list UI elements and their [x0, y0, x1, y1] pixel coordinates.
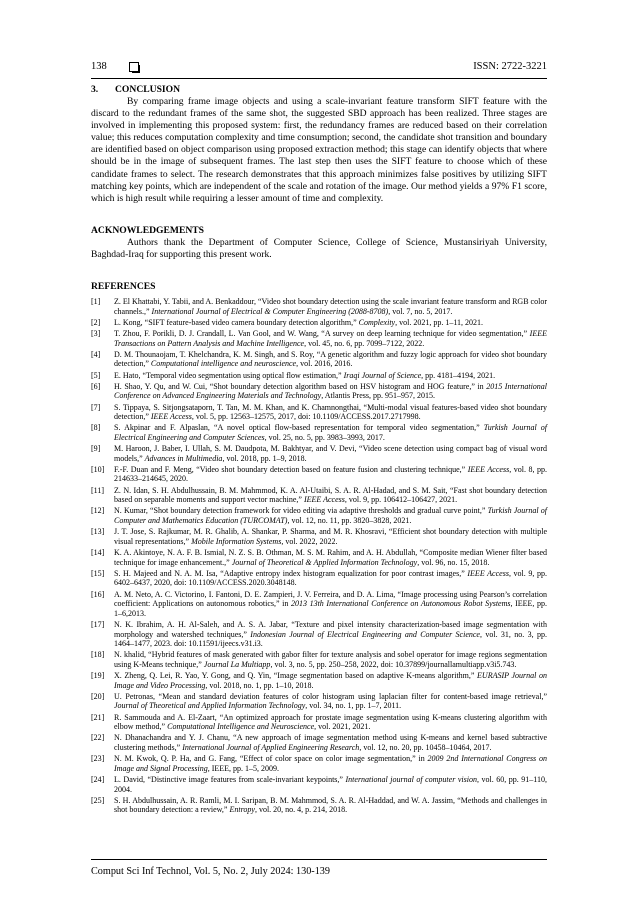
reference-number: [11] [91, 485, 105, 495]
reference-venue: IEEE Access [150, 412, 192, 422]
reference-details: , vol. 2021, 2021. [314, 722, 371, 732]
reference-item [91, 465, 547, 484]
reference-venue: Journal of Theoretical & Applied Information Technology [231, 557, 418, 567]
reference-number: [10] [91, 464, 105, 474]
reference-item [91, 297, 547, 316]
reference-number: [20] [91, 691, 105, 701]
reference-text [114, 692, 547, 711]
reference-text [114, 318, 547, 328]
reference-item [91, 754, 547, 773]
reference-number: [23] [91, 754, 105, 764]
reference-venue: International journal of computer vision [345, 775, 477, 784]
reference-item [91, 620, 547, 649]
reference-item [91, 796, 547, 815]
reference-venue: Advances in Multimedia [144, 453, 223, 463]
reference-details: , vol. 31, no. 3, pp. 1464–1477, 2023. doi: 10.11591/ijeecs.v31.i3. [114, 629, 547, 649]
reference-details: , IEEE, pp. 1–5, 2009. [207, 763, 280, 773]
reference-number: [3] [91, 329, 101, 338]
reference-details: , vol. 8, pp. 214633–214645, 2020. [114, 464, 548, 484]
reference-number: [21] [91, 712, 105, 722]
reference-item [91, 423, 547, 442]
reference-authors-title: S. H. Majeed and N. A. M. Isa, “Adaptive entropy index histogram equalization for poor contrast images,” [114, 568, 465, 578]
reference-venue: EURASIP Journal on Image and Video Processing [114, 671, 547, 690]
reference-venue: Journal of Theoretical and Applied Information Technology [114, 701, 306, 711]
reference-item [91, 350, 547, 369]
reference-item [91, 569, 547, 588]
reference-authors-title: A. M. Neto, A. C. Victorino, I. Fantoni, D. E. Zampieri, J. V. Ferreira, and D. A. Lima, “Image processing using Pearson’s correlation coefficient: Applications on autonomous robotics,” in [114, 589, 547, 609]
acknowledgements-paragraph: Authors thank the Department of Computer Science, College of Science, Mustansiriyah University, Baghdad-Iraq for supporting this present work. [91, 236, 547, 260]
footer-citation: Comput Sci Inf Technol, Vol. 5, No. 2, July 2024: 130-139 [91, 866, 330, 877]
reference-number: [19] [91, 671, 105, 681]
reference-text [114, 371, 547, 381]
reference-item [91, 590, 547, 619]
reference-authors-title: N. Dhanachandra and Y. J. Chanu, “A new approach of image segmentation method using K-means and kernel based subtractive clustering methods,” [114, 733, 547, 753]
checkbox-square-icon [129, 62, 139, 72]
reference-venue: Computational Intelligence and Neuroscience [167, 722, 315, 732]
reference-details: , Atlantis Press, pp. 951–957, 2015. [321, 391, 435, 401]
reference-item [91, 775, 547, 794]
reference-venue: Iraqi Journal of Science [343, 370, 422, 380]
reference-text [114, 329, 547, 348]
reference-item [91, 486, 547, 505]
reference-venue: IEEE Access [303, 495, 345, 505]
reference-venue: Turkish Journal of Electrical Engineering and Computer Sciences [114, 423, 548, 442]
reference-number: [2] [91, 317, 101, 327]
reference-number: [9] [91, 444, 101, 454]
reference-number: [8] [91, 423, 101, 433]
reference-venue: Entropy [229, 805, 255, 815]
reference-text [114, 506, 547, 525]
header-rule [91, 78, 547, 79]
reference-authors-title: E. Hato, “Temporal video segmentation using optical flow estimation,” [114, 370, 342, 380]
reference-details: , vol. 2016, 2016. [296, 359, 353, 369]
reference-details: , vol. 60, pp. 91–110, 2004. [114, 775, 547, 794]
reference-authors-title: J. T. Jose, S. Rajkumar, M. R. Ghalib, A. Shankar, P. Sharma, and M. R. Khosravi, “Efficient shot boundary detection with multiple visual representations,” [114, 527, 547, 546]
reference-details: , vol. 96, no. 15, 2018. [417, 557, 490, 567]
reference-item [91, 506, 547, 525]
reference-authors-title: M. Haroon, J. Baber, I. Ullah, S. M. Daudpota, M. Bakhtyar, and V. Devi, “Video scene detection using compact bag of visual word models,” [114, 444, 547, 463]
reference-venue: Turkish Journal of Computer and Mathematics Education (TURCOMAT) [114, 506, 548, 526]
reference-item [91, 329, 547, 348]
reference-item [91, 548, 547, 567]
page-header [91, 59, 547, 79]
reference-item [91, 382, 547, 401]
reference-number: [6] [91, 381, 101, 391]
reference-authors-title: D. M. Thounaojam, T. Khelchandra, K. M. Singh, and S. Roy, “A genetic algorithm and fuzzy logic approach for video shot boundary detection,” [114, 349, 547, 369]
reference-text [114, 713, 547, 732]
reference-text [114, 733, 547, 752]
reference-text [114, 775, 547, 794]
reference-venue: Computational intelligence and neuroscience [150, 359, 297, 369]
reference-authors-title: X. Zheng, Q. Lei, R. Yao, Y. Gong, and Q. Yin, “Image segmentation based on adaptive K-means algorithm,” [114, 671, 475, 681]
reference-item [91, 733, 547, 752]
reference-text [114, 548, 547, 567]
reference-authors-title: S. Akpinar and F. Alpaslan, “A novel optical flow-based representation for temporal video segmentation,” [114, 423, 480, 433]
reference-authors-title: U. Petronas, “Mean and standard deviation features of color histogram using laplacian filter for content-based image retrieval,” [114, 691, 547, 701]
reference-text [114, 590, 547, 619]
reference-item [91, 371, 547, 381]
reference-text [114, 671, 547, 690]
reference-authors-title: N. Kumar, “Shot boundary detection framework for video editing via adaptive thresholds and gradual curve point,” [114, 506, 486, 516]
reference-number: [14] [91, 548, 105, 557]
reference-authors-title: N. khalid, “Hybrid features of mask generated with gabor filter for texture analysis and sobel operator for image regions segmentation using K-Means technique,” [114, 650, 547, 669]
reference-number: [25] [91, 795, 105, 805]
reference-details: , vol. 5, pp. 12563–12575, 2017, doi: 10.1109/ACCESS.2017.2717998. [191, 412, 421, 422]
reference-number: [12] [91, 506, 105, 516]
reference-details: , vol. 12, no. 11, pp. 3820–3828, 2021. [287, 516, 412, 526]
reference-number: [15] [91, 568, 105, 578]
reference-text [114, 620, 547, 649]
reference-number: [17] [91, 619, 105, 629]
reference-text [114, 465, 547, 484]
reference-authors-title: L. Kong, “SIFT feature-based video camera boundary detection algorithm,” [114, 317, 357, 327]
acknowledgements-heading: ACKNOWLEDGEMENTS [91, 224, 205, 236]
reference-details: , IEEE, pp. 1–6,2013. [114, 599, 548, 618]
reference-details: , vol. 9, pp. 6402–6437, 2020, doi: 10.1109/ACCESS.2020.3048148. [114, 568, 547, 588]
reference-number: [18] [91, 650, 105, 660]
reference-details: , vol. 7, no. 5, 2017. [388, 306, 453, 316]
reference-text [114, 527, 547, 546]
reference-text [114, 350, 547, 369]
reference-venue: IEEE Transactions on Pattern Analysis and Machine Intelligence [114, 329, 547, 348]
reference-authors-title: L. David, “Distinctive image features from scale-invariant keypoints,” [114, 775, 343, 784]
reference-text [114, 403, 547, 422]
reference-details: , vol. 9, pp. 106412–106427, 2021. [344, 495, 458, 505]
reference-text [114, 297, 547, 316]
page-number: 138 [91, 61, 107, 72]
reference-details: , vol. 2018, no. 1, pp. 1–10, 2018. [205, 680, 314, 690]
reference-item [91, 692, 547, 711]
reference-text [114, 569, 547, 588]
reference-details: , vol. 20, no. 4, p. 214, 2018. [254, 805, 348, 815]
reference-number: [4] [91, 349, 101, 359]
reference-venue: International Journal of Applied Engineering Research [182, 743, 360, 753]
reference-list [91, 297, 547, 815]
reference-number: [7] [91, 402, 101, 412]
reference-item [91, 671, 547, 690]
reference-details: , vol. 2018, pp. 1–9, 2018. [222, 453, 307, 463]
reference-number: [1] [91, 297, 101, 307]
reference-number: [13] [91, 527, 105, 537]
reference-details: , vol. 34, no. 1, pp. 1–7, 2011. [305, 701, 402, 711]
conclusion-heading [91, 84, 547, 96]
reference-item [91, 650, 547, 669]
reference-text [114, 754, 547, 773]
reference-authors-title: Z. N. Idan, S. H. Abdulhussain, B. M. Mahmmod, K. A. Al-Utaibi, S. A. R. Al-Hadad, and S. M. Sait, “Fast shot boundary detection based on separable moments and support vector machine,” [114, 485, 547, 505]
reference-authors-title: N. M. Kwok, Q. P. Ha, and G. Fang, “Effect of color space on color image segmentation,” in [114, 754, 425, 764]
reference-authors-title: F.-F. Duan and F. Meng, “Video shot boundary detection based on feature fusion and clustering technique,” [114, 464, 466, 474]
reference-venue: IEEE Access [467, 464, 510, 474]
reference-text [114, 444, 547, 463]
footer-rule [91, 859, 547, 860]
reference-item [91, 403, 547, 422]
reference-text [114, 796, 547, 815]
reference-venue: Journal La Multiapp [203, 659, 271, 669]
reference-details: , pp. 4181–4194, 2021. [421, 370, 496, 380]
reference-venue: 2015 International Conference on Advanced Engineering Materials and Technology [114, 381, 548, 401]
reference-authors-title: T. Zhou, F. Porikli, D. J. Crandall, L. Van Gool, and W. Wang, “A survey on deep learning technique for video segmentation,” [114, 329, 528, 338]
reference-venue: 2009 2nd International Congress on Image and Signal Processing [114, 754, 547, 773]
conclusion-paragraph: By comparing frame image objects and using a scale-invariant feature transform SIFT feature with the discard to the redundant frames of the same shot, the suggested SBD approach has been realized. Three stages are involved in implementing this proposed system: first, the redundancy frames are reduced based on their correlation value; this reduces computation complexity and time consumption; second, the candidate shot transition and boundary are identified based on object comparison using proposed extraction method; this stage can identify objects that where should be in the image of subsequent frames. The last step then uses the SIFT feature to choose which of these candidate frames to select. The research demonstrates that this approach minimizes false positives by utilizing SIFT matching key points, which are independent of the scale and rotation of the image. Our method yields a 97% F1 score, which is high result while requiring a lesser amount of time and complexity. [91, 96, 547, 204]
reference-text [114, 382, 547, 401]
section-number: 3. [91, 84, 99, 95]
reference-venue: Complexity [358, 317, 396, 327]
reference-item [91, 444, 547, 463]
reference-authors-title: S. Tippaya, S. Sitjongsataporn, T. Tan, M. M. Khan, and K. Chamnongthai, “Multi-modal visual features-based video shot boundary detection,” [114, 402, 547, 422]
reference-venue: Mobile Information Systems [191, 536, 282, 546]
references-heading: REFERENCES [91, 281, 156, 293]
reference-details: , vol. 25, no. 5, pp. 3983–3993, 2017. [264, 432, 385, 442]
reference-authors-title: H. Shao, Y. Qu, and W. Cui, “Shot boundary detection algorithm based on HSV histogram and HOG feature,” in [114, 381, 484, 391]
reference-venue: Indonesian Journal of Electrical Engineering and Computer Science [250, 629, 480, 639]
reference-venue: IEEE Access [467, 568, 509, 578]
reference-details: , vol. 45, no. 6, pp. 7099–7122, 2022. [304, 338, 425, 348]
reference-authors-title: K. A. Akintoye, N. A. F. B. Ismial, N. Z. S. B. Othman, M. S. M. Rahim, and A. H. Abdullah, “Composite median Wiener filter based technique for image enhancement.,” [114, 548, 547, 567]
reference-number: [16] [91, 589, 105, 599]
reference-authors-title: N. K. Ibrahim, A. H. Al-Saleh, and A. S. A. Jabar, “Texture and pixel intensity characterization-based image segmentation with morphology and watershed techniques,” [114, 619, 547, 639]
reference-authors-title: S. H. Abdulhussain, A. R. Ramli, M. I. Saripan, B. M. Mahmmod, S. A. R. Al-Haddad, and W. A. Jassim, “Methods and challenges in shot boundary detection: a review,” [114, 795, 547, 815]
reference-details: , vol. 12, no. 20, pp. 10458–10464, 2017. [359, 743, 492, 753]
issn: ISSN: 2722-3221 [473, 61, 547, 72]
section-title: CONCLUSION [115, 84, 181, 95]
reference-venue: International Journal of Electrical & Computer Engineering (2088-8708) [151, 306, 389, 316]
reference-authors-title: Z. El Khattabi, Y. Tabii, and A. Benkaddour, “Video shot boundary detection using the scale invariant feature transform and RGB color channels.,” [114, 297, 547, 316]
reference-number: [22] [91, 733, 105, 743]
reference-text [114, 650, 547, 669]
reference-text [114, 423, 547, 442]
main-content [91, 84, 547, 817]
reference-details: , vol. 2021, pp. 1–11, 2021. [395, 317, 484, 327]
reference-details: , vol. 2022, 2022. [281, 536, 338, 546]
reference-authors-title: R. Sammouda and A. El-Zaart, “An optimized approach for prostate image segmentation using K-means clustering algorithm with elbow method,” [114, 712, 547, 732]
reference-item [91, 713, 547, 732]
reference-details: , vol. 3, no. 5, pp. 250–258, 2022, doi: 10.37899/journallamultiapp.v3i5.743. [270, 659, 517, 669]
reference-number: [24] [91, 775, 105, 784]
reference-number: [5] [91, 370, 101, 380]
reference-item [91, 318, 547, 328]
reference-text [114, 486, 547, 505]
reference-item [91, 527, 547, 546]
reference-venue: 2013 13th International Conference on Autonomous Robot Systems [290, 599, 511, 609]
